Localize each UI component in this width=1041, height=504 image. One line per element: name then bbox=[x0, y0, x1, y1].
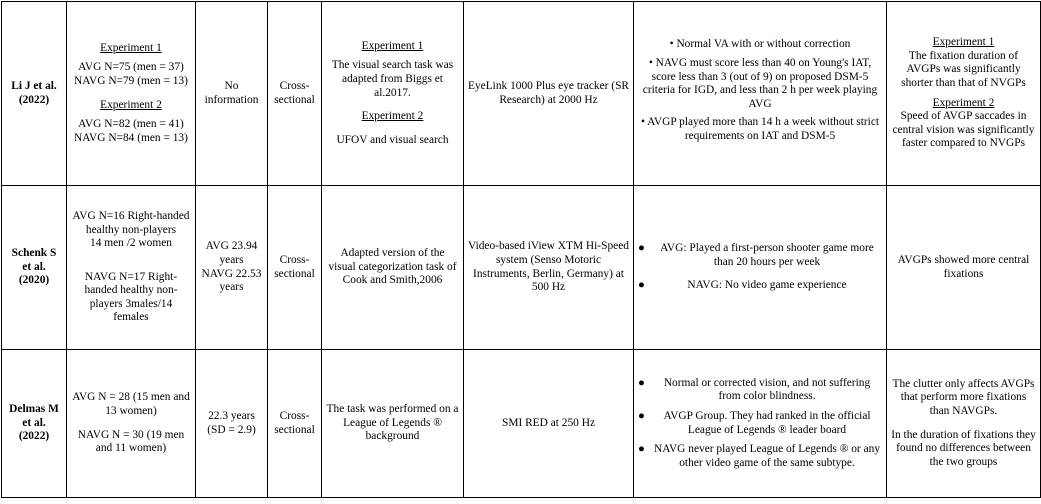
criteria-item bbox=[638, 279, 882, 293]
tracker-text: EyeLink 1000 Plus eye tracker (SR Research) at 2000 Hz bbox=[468, 79, 630, 106]
sample-cell bbox=[67, 186, 196, 350]
table-row bbox=[2, 2, 1041, 186]
design-cell bbox=[268, 2, 322, 186]
criteria-item bbox=[638, 377, 882, 404]
results-cell bbox=[887, 186, 1041, 350]
author-name: Delmas M et al. (2022) bbox=[9, 403, 59, 443]
sample-cell bbox=[67, 350, 196, 498]
criteria-cell bbox=[634, 2, 887, 186]
sample-text: NAVG N=17 Right-handed healthy non-players 3males/14 females bbox=[84, 270, 178, 324]
design-text: Cross-sectional bbox=[274, 409, 315, 436]
author-cell bbox=[2, 186, 67, 350]
sample-text: NAVG N = 30 (19 men and 11 women) bbox=[77, 428, 185, 455]
age-cell bbox=[196, 2, 268, 186]
experiment-label: Experiment 2 bbox=[361, 110, 424, 123]
tracker-cell bbox=[464, 350, 634, 498]
results-text: The clutter only affects AVGPs that perform more fixations than NAVGPs. bbox=[892, 377, 1035, 417]
experiment-label: Experiment 2 bbox=[932, 96, 995, 109]
age-cell bbox=[196, 186, 268, 350]
sample-text: AVG N = 28 (15 men and 13 women) bbox=[72, 391, 190, 417]
age-text: 22.3 years (SD = 2.9) bbox=[207, 409, 256, 436]
sample-cell bbox=[67, 2, 196, 186]
criteria-item bbox=[638, 443, 882, 470]
results-text: Speed of AVGP saccades in central vision was significantly faster compared to NVGPs bbox=[892, 110, 1035, 150]
criteria-item: • AVGP played more than 14 h a week without strict requirements on IAT and DSM-5 bbox=[640, 116, 880, 142]
task-cell bbox=[322, 350, 464, 498]
age-text: No information bbox=[204, 79, 259, 106]
author-cell bbox=[2, 2, 67, 186]
tracker-text: Video-based iView XTM Hi-Speed system (Senso Motoric Instruments, Berlin, Germany) at 500 Hz bbox=[468, 240, 629, 294]
sample-text: 14 men /2 women bbox=[90, 237, 172, 250]
experiment-label: Experiment 1 bbox=[361, 39, 424, 52]
results-text: In the duration of fixations they found no differences between the two groups bbox=[891, 428, 1036, 468]
author-cell bbox=[2, 350, 67, 498]
sample-text: AVG N=82 (men = 41) NAVG N=84 (men = 13) bbox=[74, 118, 188, 144]
table-row bbox=[2, 350, 1041, 498]
author-name: Schenk S et al. (2020) bbox=[11, 247, 57, 287]
criteria-cell bbox=[634, 186, 887, 350]
table-row bbox=[2, 186, 1041, 350]
results-cell bbox=[887, 2, 1041, 186]
experiment-label: Experiment 1 bbox=[100, 41, 162, 54]
criteria-item bbox=[638, 410, 882, 437]
task-text: The task was performed on a League of Legends ® background bbox=[326, 403, 459, 443]
results-cell bbox=[887, 350, 1041, 498]
results-text: AVGPs showed more central fixations bbox=[897, 253, 1030, 280]
criteria-item bbox=[638, 242, 882, 269]
criteria-cell bbox=[634, 350, 887, 498]
design-cell bbox=[268, 350, 322, 498]
bullet-icon: ● bbox=[638, 376, 645, 389]
task-cell bbox=[322, 186, 464, 350]
bullet-icon: ● bbox=[638, 242, 645, 255]
sample-text: AVG N=75 (men = 37) NAVG N=79 (men = 13) bbox=[74, 61, 188, 87]
experiment-label: Experiment 2 bbox=[100, 98, 162, 111]
criteria-item: • NAVG must score less than 40 on Young's IAT, score less than 3 (out of 9) on proposed DSM-5 criteria for IGD, and less than 2 h per week playing AVG bbox=[642, 57, 878, 110]
author-name: Li J et al. (2022) bbox=[11, 79, 57, 106]
bullet-icon: ● bbox=[638, 443, 645, 456]
criteria-text: NAVG never played League of Legends ® or any other video game of the same subtype. bbox=[653, 443, 881, 469]
age-text: NAVG 22.53 years bbox=[201, 267, 262, 294]
criteria-text: AVGP Group. They had ranked in the official League of Legends ® leader board bbox=[663, 409, 871, 436]
criteria-text: NAVG: No video game experience bbox=[687, 279, 847, 292]
task-text: Adapted version of the visual categorization task of Cook and Smith,2006 bbox=[328, 247, 457, 287]
criteria-text: AVG: Played a first-person shooter game more than 20 hours per week bbox=[660, 242, 874, 268]
bullet-icon: ● bbox=[638, 279, 645, 292]
design-text: Cross-sectional bbox=[274, 79, 315, 106]
design-cell bbox=[268, 186, 322, 350]
criteria-item: • Normal VA with or without correction bbox=[669, 38, 851, 51]
bullet-icon: ● bbox=[638, 409, 645, 422]
criteria-text: Normal or corrected vision, and not suffering from color blindness. bbox=[663, 376, 871, 403]
task-cell bbox=[322, 2, 464, 186]
tracker-cell bbox=[464, 2, 634, 186]
tracker-text: SMI RED at 250 Hz bbox=[501, 416, 596, 429]
tracker-cell bbox=[464, 186, 634, 350]
experiment-label: Experiment 1 bbox=[932, 36, 995, 49]
sample-text: AVG N=16 Right-handed healthy non-players bbox=[72, 209, 190, 236]
task-text: UFOV and visual search bbox=[336, 133, 449, 146]
studies-table bbox=[1, 1, 1041, 498]
age-cell bbox=[196, 350, 268, 498]
age-text: AVG 23.94 years bbox=[205, 240, 258, 266]
task-text: The visual search task was adapted from Biggs et al.2017. bbox=[331, 59, 454, 99]
results-text: The fixation duration of AVGPs was significantly shorter than that of NVGPs bbox=[901, 49, 1026, 89]
design-text: Cross-sectional bbox=[274, 253, 315, 280]
